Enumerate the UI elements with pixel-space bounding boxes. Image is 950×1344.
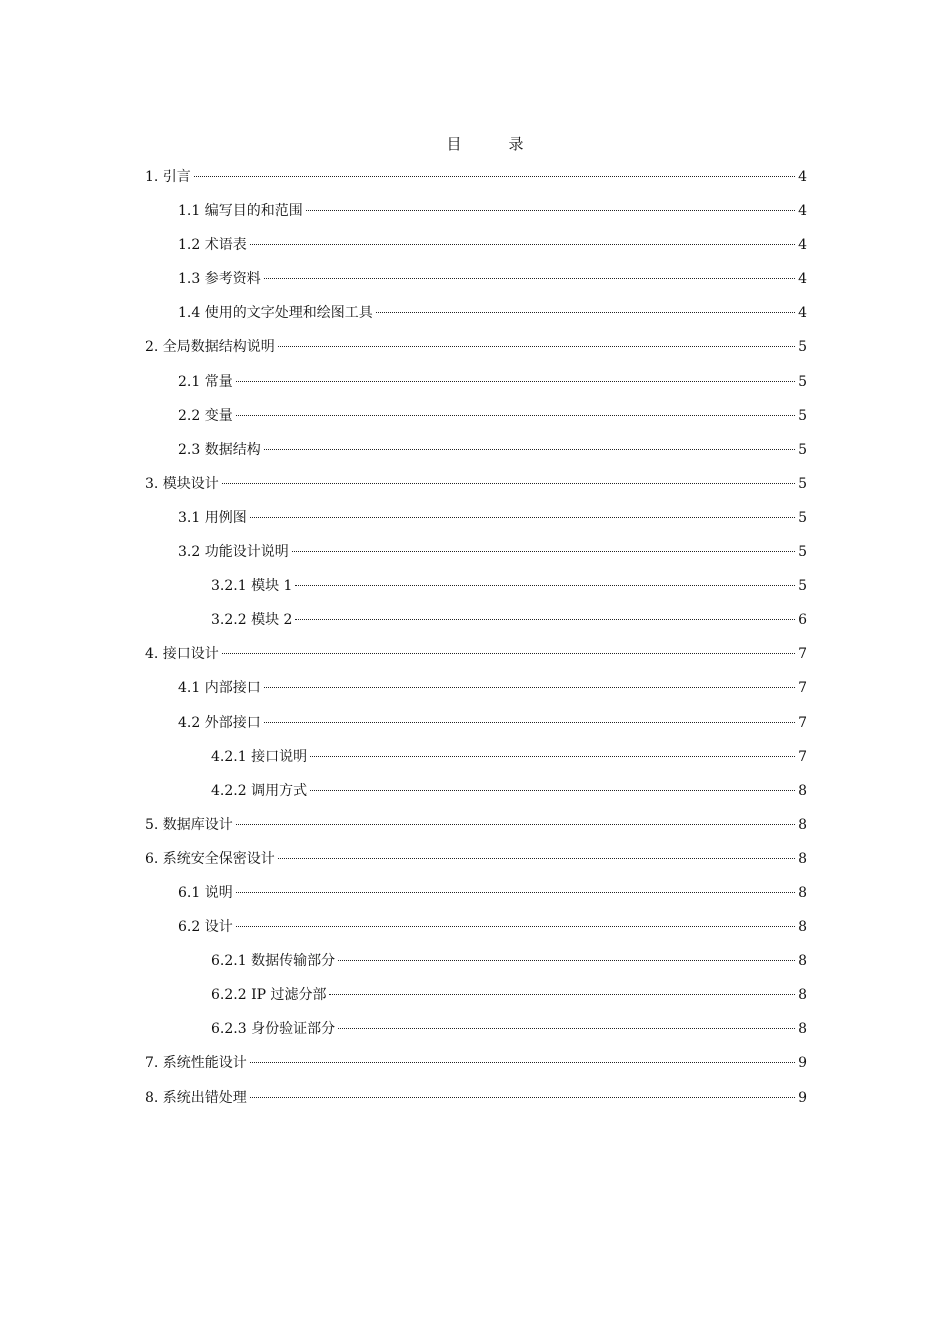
toc-page-number: 4 — [798, 169, 807, 185]
toc-entry-label: 6.2.3 身份验证部分 — [211, 1021, 336, 1038]
toc-page-number: 5 — [798, 441, 807, 458]
toc-page-number: 8 — [798, 987, 807, 1004]
toc-entry-label: 1.2 术语表 — [178, 237, 247, 254]
toc-page-number: 9 — [798, 1089, 807, 1106]
toc-dot-leader — [264, 278, 795, 279]
toc-entry-label: 4. 接口设计 — [145, 646, 219, 663]
toc-page-number: 8 — [798, 1021, 807, 1038]
toc-title: 目 录 — [446, 135, 540, 153]
toc-dot-leader — [194, 176, 795, 177]
toc-page-number: 8 — [798, 953, 807, 970]
toc-entry[interactable] — [145, 507, 807, 541]
toc-dot-leader — [236, 926, 795, 927]
toc-entry-label: 2.1 常量 — [178, 373, 233, 390]
toc-entry-label: 4.1 内部接口 — [178, 680, 261, 697]
toc-entry-label: 6.2.1 数据传输部分 — [211, 953, 336, 970]
toc-page-number: 4 — [798, 305, 807, 322]
toc-dot-leader — [306, 210, 795, 211]
toc-dot-leader — [250, 1062, 795, 1063]
toc-entry-label: 1.4 使用的文字处理和绘图工具 — [178, 305, 373, 322]
toc-entry[interactable] — [145, 746, 807, 780]
toc-entry-label: 2. 全局数据结构说明 — [145, 339, 275, 356]
toc-dot-leader — [310, 756, 795, 757]
toc-dot-leader — [222, 483, 795, 484]
toc-entry-label: 1.3 参考资料 — [178, 271, 261, 288]
toc-dot-leader — [295, 585, 795, 586]
toc-page-number: 7 — [798, 748, 807, 765]
toc-entry-label: 6.2 设计 — [178, 919, 233, 936]
toc-entry[interactable] — [145, 780, 807, 814]
toc-entry[interactable] — [145, 541, 807, 575]
toc-entry-label: 1.1 编写目的和范围 — [178, 203, 303, 220]
toc-entry-label: 8. 系统出错处理 — [145, 1089, 247, 1106]
toc-list — [145, 166, 807, 1121]
toc-page-number: 4 — [798, 271, 807, 288]
toc-dot-leader — [250, 517, 795, 518]
toc-dot-leader — [236, 381, 795, 382]
toc-dot-leader — [278, 346, 795, 347]
toc-entry-label: 7. 系统性能设计 — [145, 1055, 247, 1072]
toc-entry[interactable] — [145, 882, 807, 916]
toc-page-number: 8 — [798, 884, 807, 901]
toc-entry[interactable] — [145, 371, 807, 405]
toc-entry-label: 6.2.2 IP 过滤分部 — [211, 987, 327, 1004]
toc-entry[interactable] — [145, 302, 807, 336]
toc-dot-leader — [376, 312, 795, 313]
toc-page-number: 5 — [798, 475, 807, 492]
toc-dot-leader — [329, 994, 795, 995]
toc-entry[interactable] — [145, 677, 807, 711]
toc-entry-label: 3.1 用例图 — [178, 509, 247, 526]
toc-entry[interactable] — [145, 439, 807, 473]
toc-entry[interactable] — [145, 200, 807, 234]
toc-page-number: 9 — [798, 1055, 807, 1072]
toc-dot-leader — [295, 619, 795, 620]
toc-entry[interactable] — [145, 916, 807, 950]
toc-page-number: 5 — [798, 544, 807, 561]
toc-dot-leader — [250, 1097, 795, 1098]
toc-entry[interactable] — [145, 643, 807, 677]
toc-page-number: 7 — [798, 646, 807, 663]
toc-dot-leader — [264, 449, 795, 450]
toc-dot-leader — [250, 244, 795, 245]
toc-page-number: 7 — [798, 680, 807, 697]
toc-dot-leader — [338, 1028, 795, 1029]
toc-entry[interactable] — [145, 575, 807, 609]
toc-dot-leader — [236, 824, 795, 825]
toc-page-number: 5 — [798, 339, 807, 356]
toc-entry[interactable] — [145, 848, 807, 882]
toc-page-number: 4 — [798, 237, 807, 254]
toc-entry[interactable] — [145, 950, 807, 984]
toc-dot-leader — [310, 790, 795, 791]
toc-dot-leader — [264, 687, 795, 688]
toc-dot-leader — [278, 858, 795, 859]
toc-entry-label: 6. 系统安全保密设计 — [145, 850, 275, 867]
toc-entry[interactable] — [145, 712, 807, 746]
toc-entry-label: 5. 数据库设计 — [145, 816, 233, 833]
toc-entry-label: 3.2 功能设计说明 — [178, 544, 289, 561]
toc-entry[interactable] — [145, 609, 807, 643]
toc-entry[interactable] — [145, 1087, 807, 1121]
toc-dot-leader — [292, 551, 795, 552]
toc-page-number: 8 — [798, 919, 807, 936]
toc-page-number: 8 — [798, 782, 807, 799]
toc-page-number: 5 — [798, 373, 807, 390]
toc-entry[interactable] — [145, 1018, 807, 1052]
toc-entry-label: 6.1 说明 — [178, 884, 233, 901]
toc-page-number: 8 — [798, 850, 807, 867]
toc-page-number: 7 — [798, 714, 807, 731]
toc-entry-label: 4.2.2 调用方式 — [211, 782, 308, 799]
toc-dot-leader — [338, 960, 795, 961]
toc-entry[interactable] — [145, 268, 807, 302]
toc-entry-label: 4.2.1 接口说明 — [211, 748, 308, 765]
toc-page-number: 6 — [798, 612, 807, 629]
toc-dot-leader — [236, 892, 795, 893]
toc-entry[interactable] — [145, 405, 807, 439]
toc-dot-leader — [264, 722, 795, 723]
toc-page-number: 8 — [798, 816, 807, 833]
toc-entry[interactable] — [145, 1052, 807, 1086]
toc-dot-leader — [222, 653, 795, 654]
toc-page-number: 5 — [798, 578, 807, 595]
toc-dot-leader — [236, 415, 795, 416]
toc-entry[interactable] — [145, 814, 807, 848]
toc-entry[interactable] — [145, 984, 807, 1018]
toc-page-number: 5 — [798, 407, 807, 424]
toc-entry-label: 3.2.2 模块 2 — [211, 612, 293, 629]
toc-entry-label: 2.2 变量 — [178, 407, 233, 424]
toc-entry-label: 3.2.1 模块 1 — [211, 578, 293, 595]
toc-page-number: 4 — [798, 203, 807, 220]
toc-entry-label: 4.2 外部接口 — [178, 714, 261, 731]
toc-entry[interactable] — [145, 166, 807, 200]
toc-entry-label: 1. 引言 — [145, 169, 191, 185]
toc-entry[interactable] — [145, 473, 807, 507]
toc-entry-label: 3. 模块设计 — [145, 475, 219, 492]
toc-page-number: 5 — [798, 509, 807, 526]
toc-entry[interactable] — [145, 336, 807, 370]
toc-entry[interactable] — [145, 234, 807, 268]
toc-entry-label: 2.3 数据结构 — [178, 441, 261, 458]
